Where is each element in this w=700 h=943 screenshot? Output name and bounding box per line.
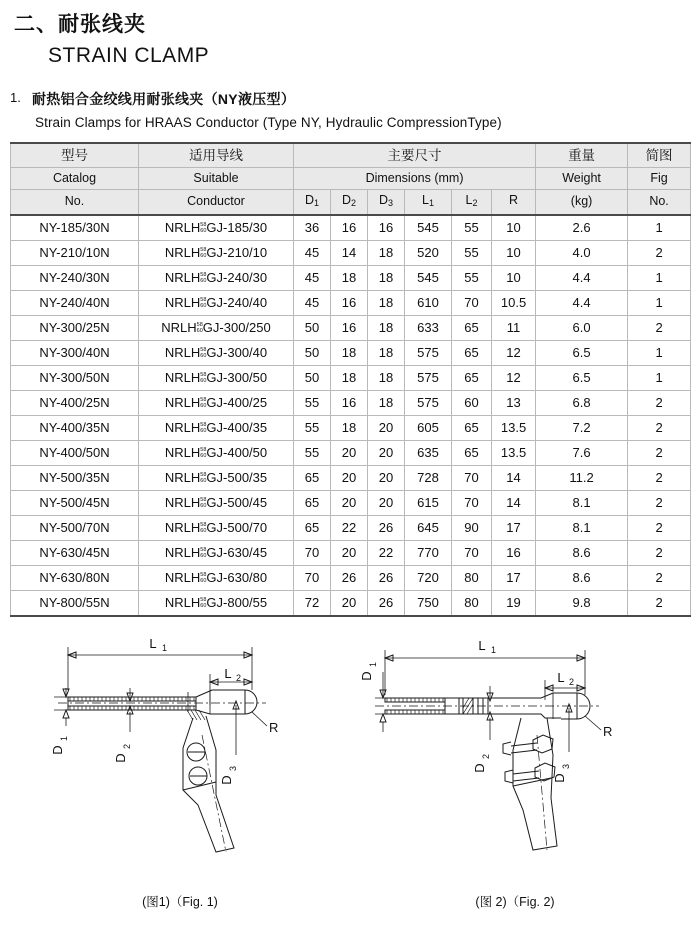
cell-d3: 26 (368, 565, 405, 590)
cell-r: 10 (492, 215, 536, 241)
cell-l2: 60 (452, 390, 492, 415)
cell-l1: 545 (405, 265, 452, 290)
col-header-l2: $L_2$ (452, 190, 492, 215)
cell-d3: 18 (368, 315, 405, 340)
cell-d2: 26 (331, 565, 368, 590)
cell-suitable-conductor (139, 340, 294, 365)
section-title-en: Strain Clamps for HRAAS Conductor (Type NY, Hydraulic CompressionType) (35, 115, 502, 130)
figure-2-label-d3-sub: 3 (561, 763, 571, 769)
conductor-size: 500/35 (227, 469, 268, 485)
conductor-size: 500/70 (227, 519, 268, 535)
conductor-prefix: NRLH (164, 244, 201, 260)
conductor-prefix: NRLH (164, 344, 201, 360)
cell-r: 14 (492, 465, 536, 490)
cell-catalog-no: NY-300/25N (11, 315, 139, 340)
conductor-prefix: NRLH (164, 419, 201, 435)
table-row (11, 290, 691, 315)
conductor-prefix: NRLH (164, 469, 201, 485)
conductor-grade-subscript: 58 60 (200, 347, 207, 359)
conductor-size: 185/30 (227, 219, 268, 235)
cell-weight: 2.6 (536, 215, 628, 241)
cell-d2: 16 (331, 390, 368, 415)
figure-2-label-d2: D (472, 763, 487, 773)
col-header-dimensions-en: Dimensions (mm) (294, 168, 536, 190)
conductor-size: 500/45 (227, 494, 268, 510)
cell-d3: 18 (368, 290, 405, 315)
conductor-infix: GJ- (202, 319, 224, 335)
conductor-infix: GJ- (206, 494, 228, 510)
cell-weight: 6.8 (536, 390, 628, 415)
cell-d1: 72 (294, 590, 331, 616)
conductor-size: 240/30 (227, 269, 268, 285)
cell-l2: 70 (452, 490, 492, 515)
cell-d1: 65 (294, 465, 331, 490)
cell-d3: 20 (368, 440, 405, 465)
cell-catalog-no: NY-240/30N (11, 265, 139, 290)
conductor-infix: GJ- (206, 344, 228, 360)
figure-2-label-d2-sub: 2 (481, 753, 491, 759)
table-row (11, 265, 691, 290)
cell-l2: 80 (452, 590, 492, 616)
section-number: 1. (10, 90, 21, 105)
figure-1-drawing (20, 597, 340, 885)
cell-r: 11 (492, 315, 536, 340)
conductor-size: 400/25 (227, 394, 268, 410)
cell-l2: 80 (452, 565, 492, 590)
col-header-d2: $D_2$ (331, 190, 368, 215)
cell-r: 17 (492, 515, 536, 540)
conductor-prefix: NRLH (164, 569, 201, 585)
figure-1-label-l2: L (224, 666, 232, 681)
cell-l2: 65 (452, 415, 492, 440)
col-header-conductor-cn: 适用导线 (139, 143, 294, 168)
col-header-dimensions-cn: 主要尺寸 (294, 143, 536, 168)
section-title-cn: 耐热铝合金绞线用耐张线夹（NY液压型） (32, 91, 296, 107)
cell-l1: 605 (405, 415, 452, 440)
figure-2-label-l2: L (557, 670, 565, 685)
cell-l1: 520 (405, 240, 452, 265)
cell-r: 10 (492, 240, 536, 265)
cell-d3: 20 (368, 415, 405, 440)
conductor-prefix: NRLH (164, 219, 201, 235)
cell-d1: 70 (294, 540, 331, 565)
cell-d1: 45 (294, 265, 331, 290)
cell-suitable-conductor (139, 390, 294, 415)
col-header-conductor-en2: Conductor (139, 190, 294, 215)
figures-section (0, 597, 700, 943)
cell-suitable-conductor (139, 415, 294, 440)
conductor-prefix: NRLH (161, 319, 197, 335)
conductor-infix: GJ- (206, 594, 228, 610)
cell-r: 14 (492, 490, 536, 515)
cell-d3: 18 (368, 390, 405, 415)
table-row (11, 240, 691, 265)
conductor-grade-subscript: 58 60 (200, 372, 207, 384)
table-row (11, 390, 691, 415)
conductor-prefix: NRLH (164, 394, 201, 410)
cell-r: 19 (492, 590, 536, 616)
table-row (11, 415, 691, 440)
figure-1-label-d2-sub: 2 (122, 743, 132, 749)
figure-2-label-l2-sub: 2 (569, 677, 575, 687)
conductor-size: 400/35 (227, 419, 268, 435)
cell-l2: 55 (452, 265, 492, 290)
cell-l1: 575 (405, 340, 452, 365)
cell-d3: 18 (368, 340, 405, 365)
conductor-grade-subscript: 58 60 (200, 597, 207, 609)
cell-d2: 22 (331, 515, 368, 540)
cell-l1: 728 (405, 465, 452, 490)
cell-weight: 9.8 (536, 590, 628, 616)
col-header-fig-en2: No. (628, 190, 691, 215)
cell-catalog-no: NY-630/45N (11, 540, 139, 565)
cell-r: 12 (492, 340, 536, 365)
cell-suitable-conductor (139, 515, 294, 540)
cell-d3: 26 (368, 515, 405, 540)
table-row (11, 465, 691, 490)
figure-1-label-d1: D (50, 745, 65, 755)
figure-2-label-d1-sub: 1 (368, 661, 378, 667)
cell-l1: 575 (405, 365, 452, 390)
cell-l2: 55 (452, 215, 492, 241)
table-row (11, 440, 691, 465)
cell-d2: 20 (331, 465, 368, 490)
cell-suitable-conductor (139, 240, 294, 265)
figure-1-caption: (图1)（Fig. 1) (142, 895, 218, 909)
conductor-grade-subscript: 58 60 (200, 572, 207, 584)
cell-d1: 36 (294, 215, 331, 241)
cell-d2: 18 (331, 415, 368, 440)
table-row (11, 540, 691, 565)
cell-l2: 65 (452, 340, 492, 365)
cell-r: 10 (492, 265, 536, 290)
cell-fig-no: 2 (628, 315, 691, 340)
cell-d1: 50 (294, 340, 331, 365)
cell-d1: 45 (294, 290, 331, 315)
conductor-infix: GJ- (206, 294, 228, 310)
cell-d3: 18 (368, 365, 405, 390)
cell-d1: 45 (294, 240, 331, 265)
conductor-infix: GJ- (206, 244, 228, 260)
cell-d3: 18 (368, 265, 405, 290)
cell-fig-no: 2 (628, 515, 691, 540)
conductor-infix: GJ- (206, 269, 228, 285)
figure-2 (345, 600, 685, 909)
cell-fig-no: 2 (628, 465, 691, 490)
figure-1-label-d3-sub: 3 (228, 765, 238, 771)
cell-l2: 70 (452, 465, 492, 490)
cell-catalog-no: NY-400/35N (11, 415, 139, 440)
cell-l2: 65 (452, 315, 492, 340)
cell-d2: 16 (331, 215, 368, 241)
cell-fig-no: 1 (628, 215, 691, 241)
table-row (11, 315, 691, 340)
cell-catalog-no: NY-500/70N (11, 515, 139, 540)
spec-table-container (10, 142, 690, 617)
col-header-d3: $D_3$ (368, 190, 405, 215)
conductor-infix: GJ- (206, 569, 228, 585)
figure-2-label-d1: D (359, 671, 374, 681)
conductor-grade-subscript: 58 60 (200, 497, 207, 509)
cell-suitable-conductor (139, 215, 294, 241)
col-header-weight-en1: Weight (536, 168, 628, 190)
cell-d2: 18 (331, 340, 368, 365)
table-row (11, 515, 691, 540)
cell-catalog-no: NY-800/55N (11, 590, 139, 616)
cell-fig-no: 1 (628, 365, 691, 390)
conductor-prefix: NRLH (164, 594, 201, 610)
conductor-size: 240/40 (227, 294, 268, 310)
cell-d2: 18 (331, 265, 368, 290)
cell-l2: 90 (452, 515, 492, 540)
cell-fig-no: 1 (628, 265, 691, 290)
conductor-size: 630/80 (227, 569, 268, 585)
col-header-d1: $D_1$ (294, 190, 331, 215)
cell-suitable-conductor (139, 265, 294, 290)
cell-l1: 633 (405, 315, 452, 340)
conductor-prefix: NRLH (164, 369, 201, 385)
conductor-infix: GJ- (206, 419, 228, 435)
cell-d1: 65 (294, 515, 331, 540)
figure-1-label-r: R (269, 720, 279, 735)
cell-r: 17 (492, 565, 536, 590)
cell-l1: 635 (405, 440, 452, 465)
cell-d2: 20 (331, 590, 368, 616)
cell-weight: 8.1 (536, 490, 628, 515)
cell-d2: 20 (331, 540, 368, 565)
cell-fig-no: 1 (628, 290, 691, 315)
conductor-grade-subscript: 58 60 (200, 447, 207, 459)
cell-l2: 70 (452, 540, 492, 565)
cell-weight: 4.4 (536, 265, 628, 290)
cell-d1: 50 (294, 315, 331, 340)
figure-2-label-l1: L (478, 638, 486, 653)
cell-fig-no: 2 (628, 390, 691, 415)
conductor-prefix: NRLH (164, 294, 201, 310)
table-row (11, 215, 691, 241)
col-header-fig-cn: 简图 (628, 143, 691, 168)
col-header-r: R (492, 190, 536, 215)
conductor-size: 210/10 (227, 244, 268, 260)
conductor-prefix: NRLH (164, 544, 201, 560)
col-header-catalog-en2: No. (11, 190, 139, 215)
cell-weight: 8.6 (536, 565, 628, 590)
figure-2-drawing (345, 600, 685, 885)
conductor-grade-subscript: 58 60 (200, 272, 207, 284)
cell-d3: 22 (368, 540, 405, 565)
cell-fig-no: 1 (628, 340, 691, 365)
col-header-weight-en2: (kg) (536, 190, 628, 215)
cell-l1: 610 (405, 290, 452, 315)
conductor-size: 300/40 (227, 344, 268, 360)
conductor-size: 300/50 (227, 369, 268, 385)
cell-d3: 26 (368, 590, 405, 616)
conductor-size: 400/50 (227, 444, 268, 460)
figure-1-label-d1-sub: 1 (59, 735, 69, 741)
cell-d2: 20 (331, 440, 368, 465)
cell-l1: 750 (405, 590, 452, 616)
cell-weight: 8.6 (536, 540, 628, 565)
cell-d2: 16 (331, 315, 368, 340)
cell-d1: 55 (294, 440, 331, 465)
table-row (11, 565, 691, 590)
cell-suitable-conductor (139, 540, 294, 565)
conductor-infix: GJ- (206, 444, 228, 460)
cell-r: 10.5 (492, 290, 536, 315)
cell-d1: 50 (294, 365, 331, 390)
cell-r: 13 (492, 390, 536, 415)
conductor-infix: GJ- (206, 394, 228, 410)
table-row (11, 340, 691, 365)
cell-suitable-conductor (139, 315, 294, 340)
cell-r: 16 (492, 540, 536, 565)
cell-l2: 55 (452, 240, 492, 265)
cell-l2: 70 (452, 290, 492, 315)
cell-weight: 11.2 (536, 465, 628, 490)
cell-d2: 20 (331, 490, 368, 515)
figure-1-label-l1-sub: 1 (162, 643, 168, 653)
conductor-prefix: NRLH (164, 494, 201, 510)
conductor-prefix: NRLH (164, 444, 201, 460)
cell-weight: 4.0 (536, 240, 628, 265)
conductor-grade-subscript: 58 60 (200, 522, 207, 534)
conductor-prefix: NRLH (164, 519, 201, 535)
cell-weight: 8.1 (536, 515, 628, 540)
cell-d1: 65 (294, 490, 331, 515)
cell-fig-no: 2 (628, 590, 691, 616)
cell-suitable-conductor (139, 440, 294, 465)
table-row (11, 490, 691, 515)
conductor-size: 800/55 (227, 594, 268, 610)
conductor-infix: GJ- (206, 219, 228, 235)
cell-weight: 7.2 (536, 415, 628, 440)
cell-d2: 18 (331, 365, 368, 390)
table-row (11, 365, 691, 390)
cell-weight: 7.6 (536, 440, 628, 465)
cell-fig-no: 2 (628, 415, 691, 440)
cell-suitable-conductor (139, 365, 294, 390)
cell-l1: 645 (405, 515, 452, 540)
cell-fig-no: 2 (628, 240, 691, 265)
cell-weight: 4.4 (536, 290, 628, 315)
page-title-cn: 二、耐张线夹 (14, 11, 146, 36)
cell-d3: 20 (368, 490, 405, 515)
cell-fig-no: 2 (628, 440, 691, 465)
table-body (11, 215, 691, 616)
cell-suitable-conductor (139, 290, 294, 315)
cell-catalog-no: NY-300/50N (11, 365, 139, 390)
cell-l1: 575 (405, 390, 452, 415)
cell-catalog-no: NY-500/45N (11, 490, 139, 515)
cell-r: 13.5 (492, 440, 536, 465)
cell-suitable-conductor (139, 490, 294, 515)
conductor-infix: GJ- (206, 469, 228, 485)
cell-l1: 545 (405, 215, 452, 241)
table-head (11, 143, 691, 215)
cell-catalog-no: NY-400/50N (11, 440, 139, 465)
figure-1-label-d3: D (219, 775, 234, 785)
conductor-infix: GJ- (206, 519, 228, 535)
cell-r: 13.5 (492, 415, 536, 440)
cell-catalog-no: NY-240/40N (11, 290, 139, 315)
cell-catalog-no: NY-500/35N (11, 465, 139, 490)
conductor-grade-subscript: 58 60 (196, 322, 203, 334)
conductor-size: 300/250 (223, 319, 271, 335)
conductor-size: 630/45 (227, 544, 268, 560)
figure-1-label-d2: D (113, 753, 128, 763)
col-header-fig-en1: Fig (628, 168, 691, 190)
cell-r: 12 (492, 365, 536, 390)
figure-2-label-r: R (603, 724, 613, 739)
conductor-grade-subscript: 58 60 (200, 247, 207, 259)
cell-d1: 70 (294, 565, 331, 590)
figure-1 (20, 597, 340, 909)
conductor-grade-subscript: 58 60 (200, 222, 207, 234)
cell-d2: 16 (331, 290, 368, 315)
cell-l2: 65 (452, 440, 492, 465)
col-header-conductor-en1: Suitable (139, 168, 294, 190)
cell-l1: 720 (405, 565, 452, 590)
cell-l2: 65 (452, 365, 492, 390)
cell-suitable-conductor (139, 465, 294, 490)
figure-2-label-d3: D (552, 773, 567, 783)
conductor-infix: GJ- (206, 369, 228, 385)
cell-d3: 20 (368, 465, 405, 490)
conductor-grade-subscript: 58 60 (200, 297, 207, 309)
cell-d3: 16 (368, 215, 405, 241)
conductor-infix: GJ- (206, 544, 228, 560)
figure-1-label-l1: L (149, 636, 157, 651)
cell-weight: 6.5 (536, 340, 628, 365)
cell-fig-no: 2 (628, 565, 691, 590)
cell-catalog-no: NY-300/40N (11, 340, 139, 365)
cell-suitable-conductor (139, 565, 294, 590)
cell-d1: 55 (294, 415, 331, 440)
conductor-grade-subscript: 58 60 (200, 547, 207, 559)
cell-fig-no: 2 (628, 540, 691, 565)
spec-table (10, 142, 691, 617)
cell-fig-no: 2 (628, 490, 691, 515)
conductor-grade-subscript: 58 60 (200, 472, 207, 484)
cell-catalog-no: NY-400/25N (11, 390, 139, 415)
figure-1-label-l2-sub: 2 (236, 673, 242, 683)
col-header-catalog-en1: Catalog (11, 168, 139, 190)
cell-l1: 770 (405, 540, 452, 565)
col-header-weight-cn: 重量 (536, 143, 628, 168)
col-header-catalog-cn: 型号 (11, 143, 139, 168)
conductor-grade-subscript: 58 60 (200, 397, 207, 409)
conductor-prefix: NRLH (164, 269, 201, 285)
figure-2-caption: (图 2)（Fig. 2) (475, 895, 555, 909)
cell-catalog-no: NY-630/80N (11, 565, 139, 590)
cell-catalog-no: NY-210/10N (11, 240, 139, 265)
col-header-l1: $L_1$ (405, 190, 452, 215)
cell-catalog-no: NY-185/30N (11, 215, 139, 241)
figure-2-label-l1-sub: 1 (491, 645, 497, 655)
cell-d3: 18 (368, 240, 405, 265)
conductor-grade-subscript: 58 60 (200, 422, 207, 434)
cell-d1: 55 (294, 390, 331, 415)
cell-l1: 615 (405, 490, 452, 515)
page-title-en: STRAIN CLAMP (48, 44, 210, 67)
cell-weight: 6.5 (536, 365, 628, 390)
cell-d2: 14 (331, 240, 368, 265)
cell-weight: 6.0 (536, 315, 628, 340)
